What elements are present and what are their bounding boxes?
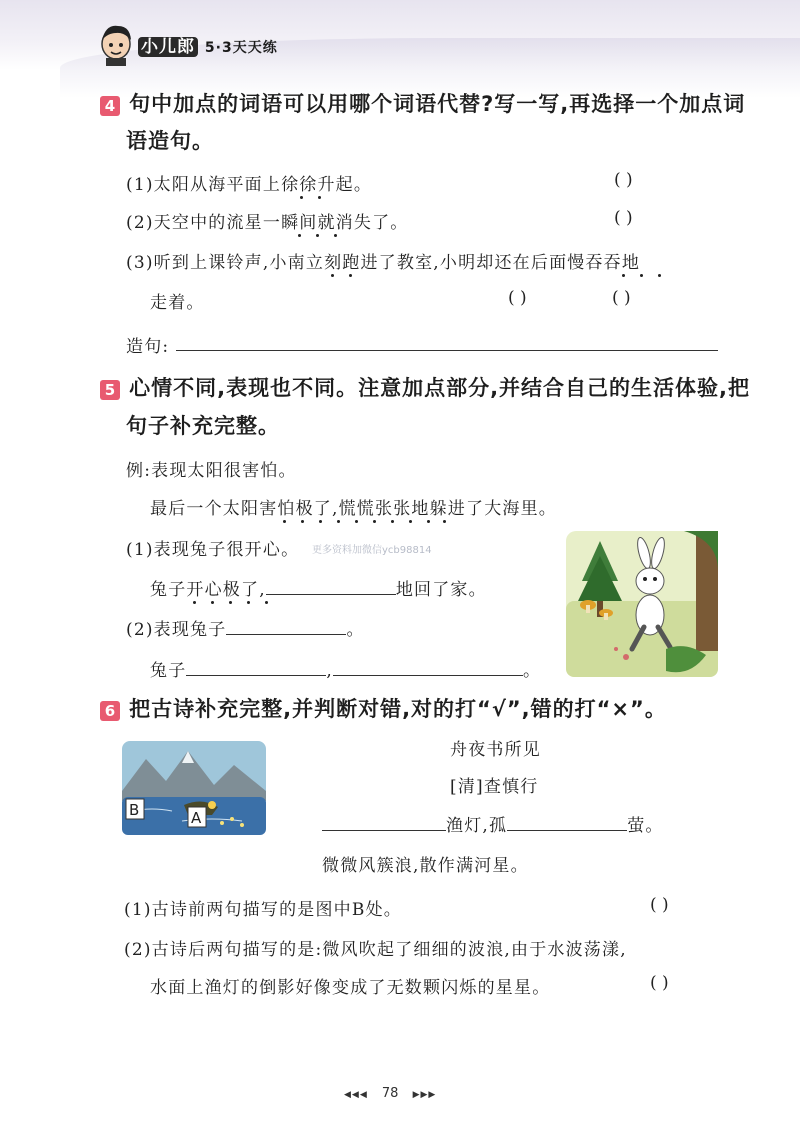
q5-item2-label: (2)表现兔子: [126, 620, 227, 640]
emphasis-dot: [337, 520, 340, 523]
emphasis-dot: [300, 196, 303, 199]
emphasis-dot: [193, 601, 196, 604]
lake-illustration: [122, 741, 266, 835]
q5-item1-label: (1)表现兔子很开心。: [126, 540, 300, 560]
emphasis-dot: [283, 520, 286, 523]
emphasis-dot: [319, 520, 322, 523]
q4-sentence-line[interactable]: [176, 350, 718, 351]
series-name: 5·3天天练: [204, 40, 278, 56]
q4-item1: (1)太阳从海平面上徐徐升起。: [126, 175, 373, 195]
q4-answer1[interactable]: ( ): [614, 170, 633, 190]
q5-item1-blank[interactable]: [266, 578, 396, 595]
q6-title: 把古诗补充完整,并判断对错,对的打“√”,错的打“×”。: [129, 697, 667, 721]
q5-item2-blank-b[interactable]: [186, 659, 326, 676]
q5-item1-suffix: 地回了家。: [395, 580, 487, 600]
q5-item2-period: 。: [523, 661, 542, 681]
q6-judge2-line2: 水面上渔灯的倒影好像变成了无数颗闪烁的星星。: [150, 978, 551, 998]
q5-item2-comma: ,: [326, 661, 334, 681]
q5-item1-prefix: 兔子开心极了,: [150, 580, 266, 600]
emphasis-dot: [373, 520, 376, 523]
emphasis-dot: [229, 601, 232, 604]
q5-item1-line: [150, 575, 487, 600]
next-arrows-icon: ▶▶▶: [412, 1090, 437, 1100]
q5-heading: [100, 372, 750, 402]
emphasis-dot: [316, 234, 319, 237]
label-b: B: [129, 801, 140, 819]
emphasis-dot: [355, 520, 358, 523]
q4-item2: (2)天空中的流星一瞬间就消失了。: [126, 213, 409, 233]
mascot-boy-icon: [96, 18, 136, 66]
page-footer: [344, 1086, 436, 1101]
emphasis-dot: [211, 601, 214, 604]
poem-title: 舟夜书所见: [450, 740, 541, 760]
q4-title-line1: 句中加点的词语可以用哪个词语代替?写一写,再选择一个加点词: [129, 92, 746, 116]
emphasis-dot: [427, 520, 430, 523]
label-a: A: [191, 809, 202, 827]
q5-item2-prefix: 兔子: [150, 661, 187, 681]
q5-item2-blank-c[interactable]: [333, 659, 523, 676]
poem-line2: 微微风簇浪,散作满河星。: [322, 856, 529, 876]
emphasis-dot: [658, 274, 661, 277]
emphasis-dot: [334, 234, 337, 237]
emphasis-dot: [318, 196, 321, 199]
emphasis-dot: [622, 274, 625, 277]
prev-arrows-icon: ◀◀◀: [344, 1090, 368, 1100]
q5-item2-end: 。: [346, 620, 365, 640]
brand-title: [138, 32, 278, 57]
q5-item2-label-line: [126, 615, 365, 640]
q5-item2-blank-a[interactable]: [226, 618, 346, 635]
q5-title-line1: 心情不同,表现也不同。注意加点部分,并结合自己的生活体验,把: [129, 376, 751, 400]
q5-item2-line: [150, 656, 541, 681]
emphasis-dot: [349, 274, 352, 277]
rabbit-illustration: [566, 531, 718, 677]
q6-judge2-answer[interactable]: ( ): [650, 973, 669, 993]
q6-heading: [100, 693, 667, 723]
poem-line1-mid: 渔灯,孤: [446, 816, 508, 836]
q4-answer3b[interactable]: ( ): [612, 288, 631, 308]
poem-blank-2[interactable]: [507, 814, 627, 831]
emphasis-dot: [298, 234, 301, 237]
q6-judge1: (1)古诗前两句描写的是图中B处。: [124, 900, 402, 920]
q4-answer3a[interactable]: ( ): [508, 288, 527, 308]
q4-answer2[interactable]: ( ): [614, 208, 633, 228]
q4-item3-line1: (3)听到上课铃声,小南立刻跑进了教室,小明却还在后面慢吞吞地: [126, 253, 641, 273]
emphasis-dot: [331, 274, 334, 277]
emphasis-dot: [640, 274, 643, 277]
q4-title-line2: 语造句。: [126, 129, 214, 153]
emphasis-dot: [265, 601, 268, 604]
q4-heading: [100, 88, 745, 118]
q6-judge2-line1: (2)古诗后两句描写的是:微风吹起了细细的波浪,由于水波荡漾,: [124, 940, 627, 960]
q5-example-label: 例:表现太阳很害怕。: [126, 461, 297, 481]
q5-title-line2: 句子补充完整。: [126, 414, 280, 438]
emphasis-dot: [301, 520, 304, 523]
emphasis-dot: [247, 601, 250, 604]
poem-author: [清]查慎行: [450, 777, 539, 797]
emphasis-dot: [409, 520, 412, 523]
brand-name: 小儿郎: [138, 37, 198, 57]
watermark-text: 更多资料加微信ycb98814: [312, 545, 432, 556]
q5-number: 5: [100, 380, 120, 400]
q4-number: 4: [100, 96, 120, 116]
q6-judge1-answer[interactable]: ( ): [650, 895, 669, 915]
poem-line1: [322, 811, 664, 836]
page-number: 78: [381, 1086, 399, 1101]
poem-line1-end: 萤。: [627, 816, 664, 836]
emphasis-dot: [391, 520, 394, 523]
emphasis-dot: [443, 520, 446, 523]
poem-blank-1[interactable]: [322, 814, 446, 831]
q5-example-sentence: 最后一个太阳害怕极了,慌慌张张地躲进了大海里。: [150, 499, 558, 519]
q6-number: 6: [100, 701, 120, 721]
q4-sentence-label: 造句:: [126, 337, 170, 357]
q4-item3-line2: 走着。: [150, 293, 205, 313]
